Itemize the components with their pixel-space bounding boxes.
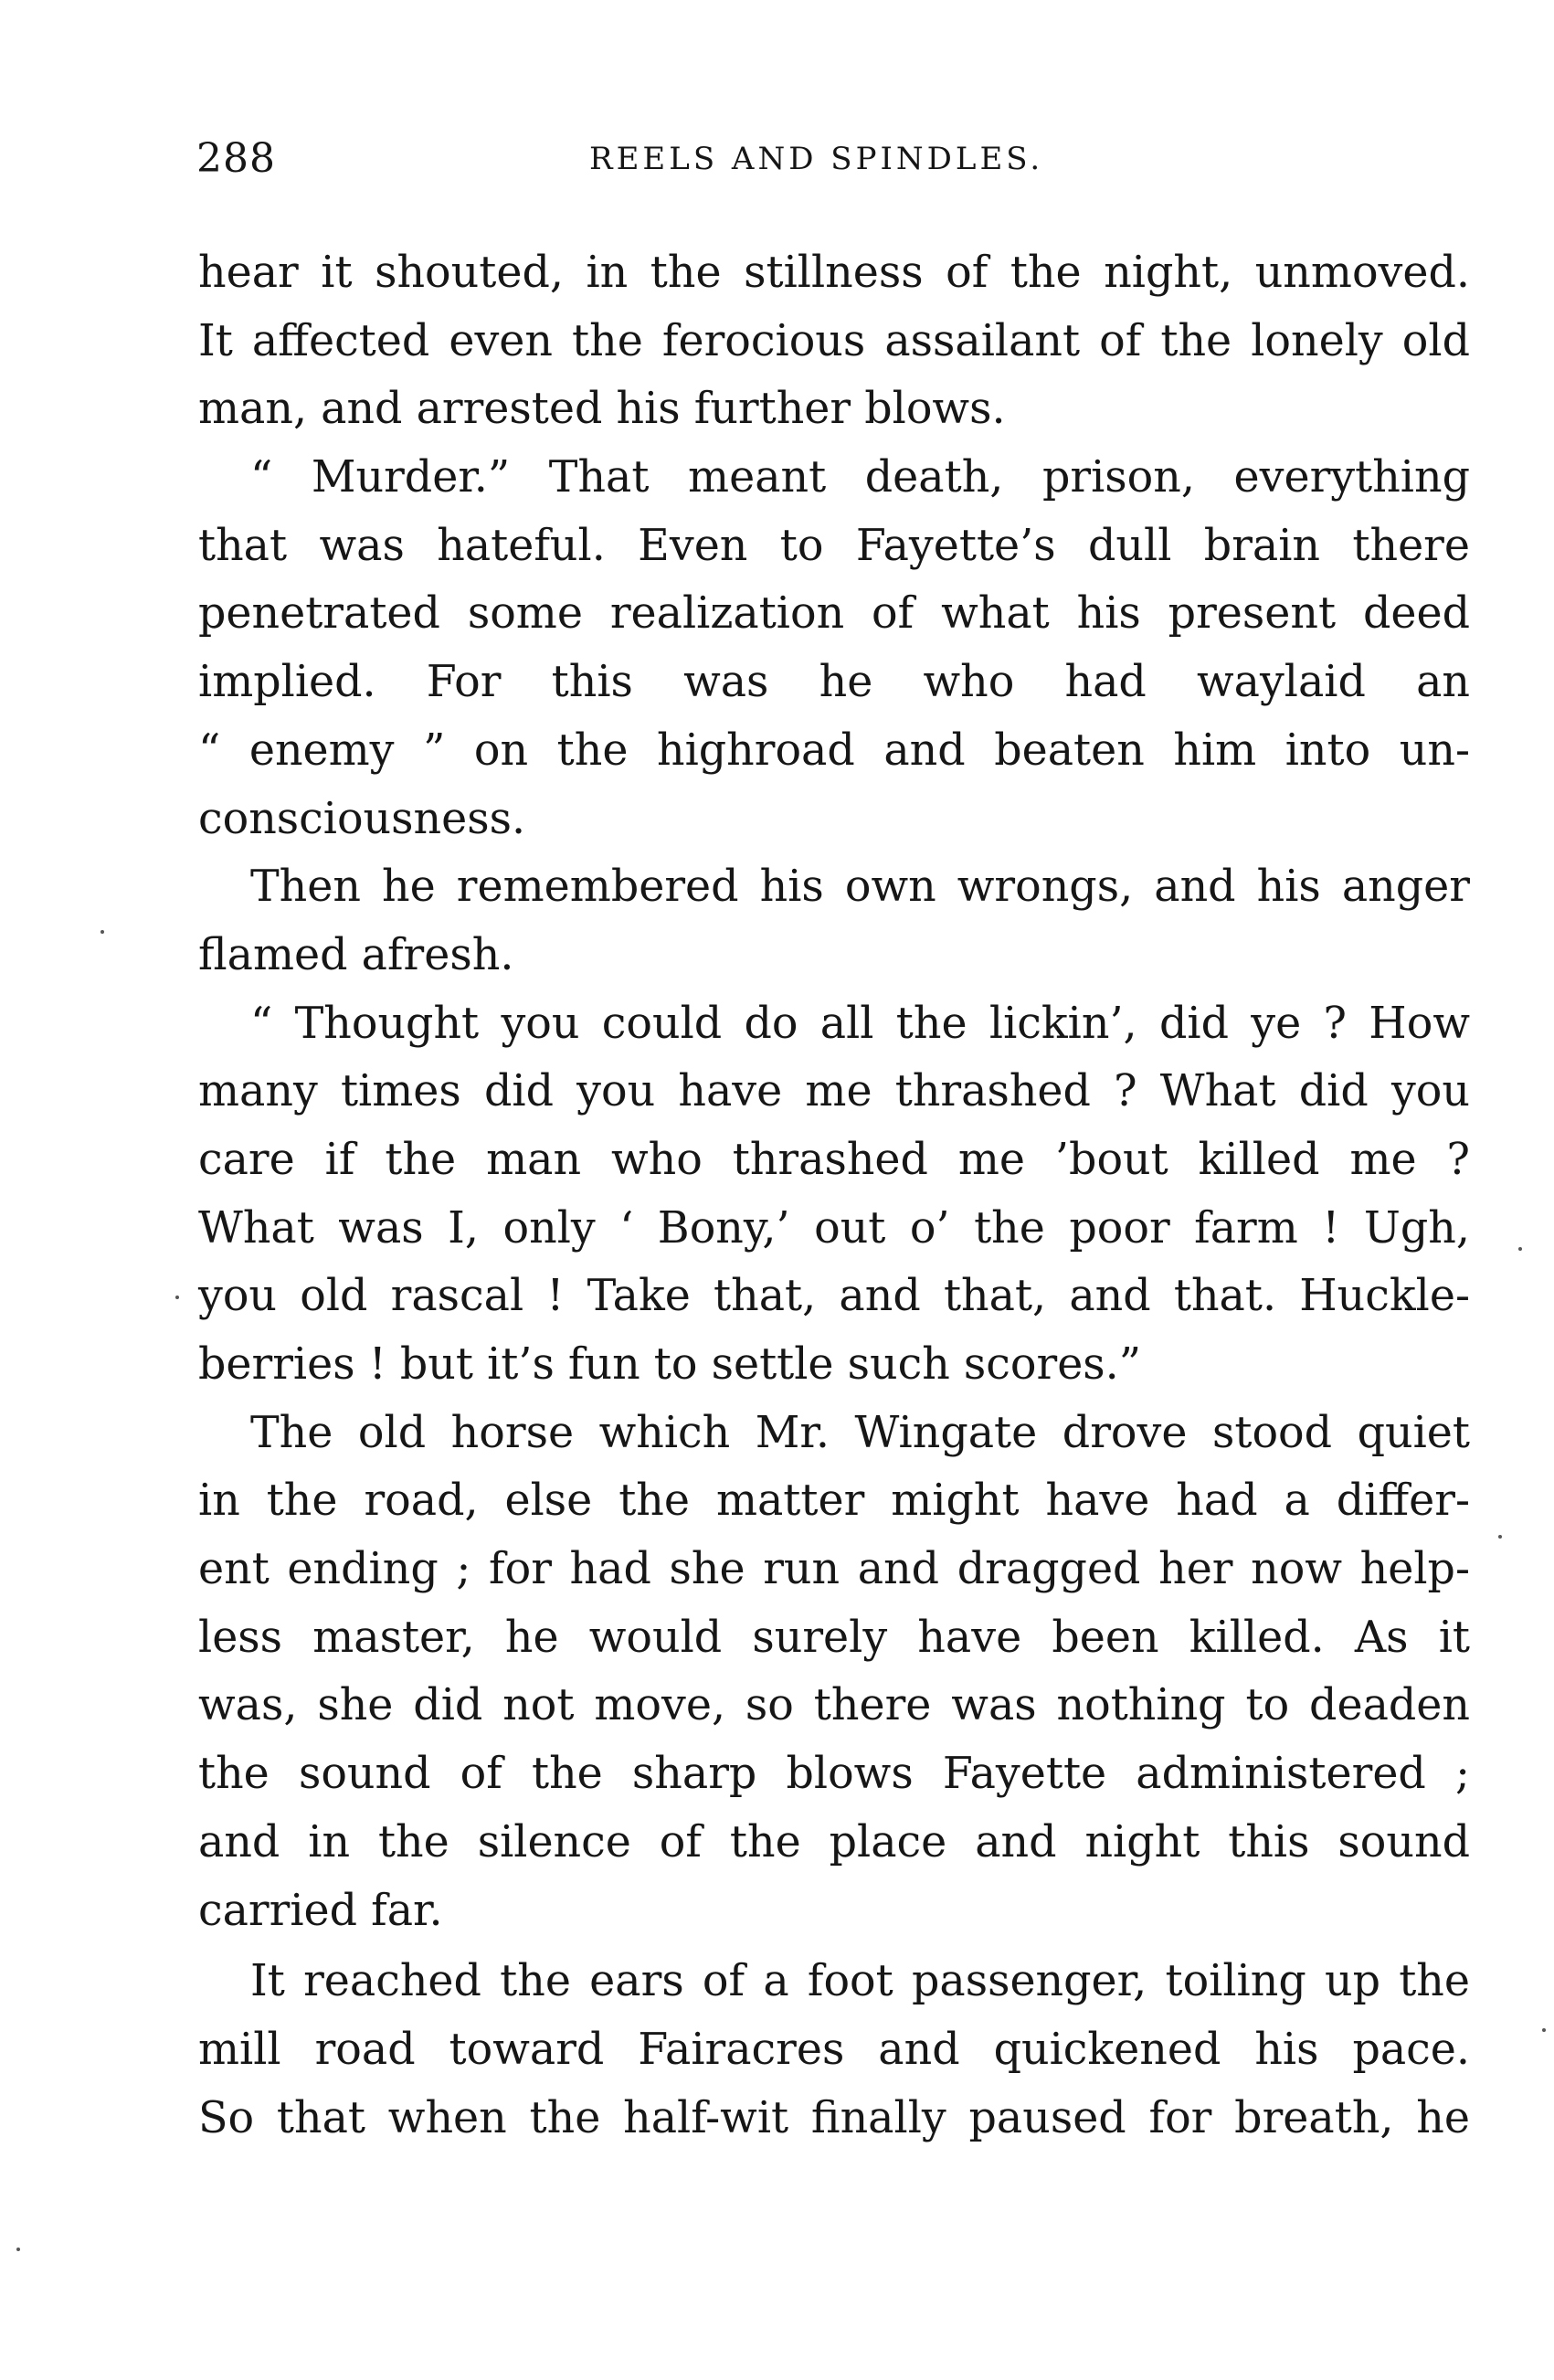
- paragraph: [198, 239, 1470, 444]
- paragraph: [198, 853, 1470, 989]
- page-number: 288: [196, 135, 276, 182]
- running-head: [196, 135, 1471, 190]
- text-line: many times did you have me thrashed ? What did you: [198, 1066, 1470, 1117]
- text-line: ent ending ; for had she run and dragged her now help-: [198, 1544, 1470, 1595]
- text-line: Then he remembered his own wrongs, and his anger: [250, 862, 1470, 913]
- text-line: What was I, only ‘ Bony,’ out o’ the poor farm ! Ugh,: [198, 1202, 1470, 1253]
- scan-speck: [1518, 1247, 1522, 1251]
- paragraph: [198, 444, 1470, 853]
- scan-speck: [1498, 1535, 1502, 1539]
- text-line: you old rascal ! Take that, and that, and that. Huckle-: [198, 1271, 1470, 1322]
- text-line: “ enemy ” on the highroad and beaten him into un-: [198, 725, 1470, 776]
- paragraph: [198, 990, 1470, 1400]
- scan-speck: [175, 1296, 179, 1299]
- text-line: penetrated some realization of what his present deed: [198, 588, 1470, 640]
- text-line: “ Thought you could do all the lickin’, did ye ? How: [250, 998, 1470, 1049]
- text-line: berries ! but it’s fun to settle such scores.”: [198, 1339, 1142, 1390]
- text-line: hear it shouted, in the stillness of the night, unmoved.: [198, 248, 1470, 298]
- text-line: “ Murder.” That meant death, prison, everything: [250, 452, 1470, 503]
- text-line: implied. For this was he who had waylaid an: [198, 657, 1470, 708]
- text-line: consciousness.: [198, 793, 526, 844]
- paragraph: [198, 1948, 1470, 2153]
- scan-speck: [1542, 2028, 1546, 2032]
- text-line: in the road, else the matter might have had a differ-: [198, 1476, 1470, 1527]
- text-line: flamed afresh.: [198, 929, 514, 980]
- text-line: less master, he would surely have been killed. As it: [198, 1612, 1470, 1663]
- text-line: care if the man who thrashed me ’bout killed me ?: [198, 1134, 1470, 1185]
- text-line: and in the silence of the place and night this sound: [198, 1816, 1470, 1867]
- scan-speck: [16, 2248, 20, 2251]
- body-text: [198, 239, 1470, 2153]
- text-line: It affected even the ferocious assailant of the lonely old: [198, 315, 1470, 366]
- running-title: REELS AND SPINDLES.: [589, 141, 1044, 177]
- text-line: It reached the ears of a foot passenger, toiling up the: [250, 1956, 1470, 2007]
- text-line: that was hateful. Even to Fayette’s dull brain there: [198, 520, 1470, 571]
- text-line: mill road toward Fairacres and quickened his pace.: [198, 2024, 1470, 2075]
- text-line: carried far.: [198, 1885, 443, 1936]
- scan-speck: [100, 930, 104, 934]
- text-line: the sound of the sharp blows Fayette administered ;: [198, 1749, 1470, 1800]
- text-line: The old horse which Mr. Wingate drove stood quiet: [250, 1407, 1470, 1458]
- paragraph: [198, 1400, 1470, 1946]
- text-line: So that when the half-wit finally paused for breath, he: [198, 2092, 1470, 2143]
- text-line: was, she did not move, so there was nothing to deaden: [198, 1680, 1470, 1731]
- text-line: man, and arrested his further blows.: [198, 384, 1006, 435]
